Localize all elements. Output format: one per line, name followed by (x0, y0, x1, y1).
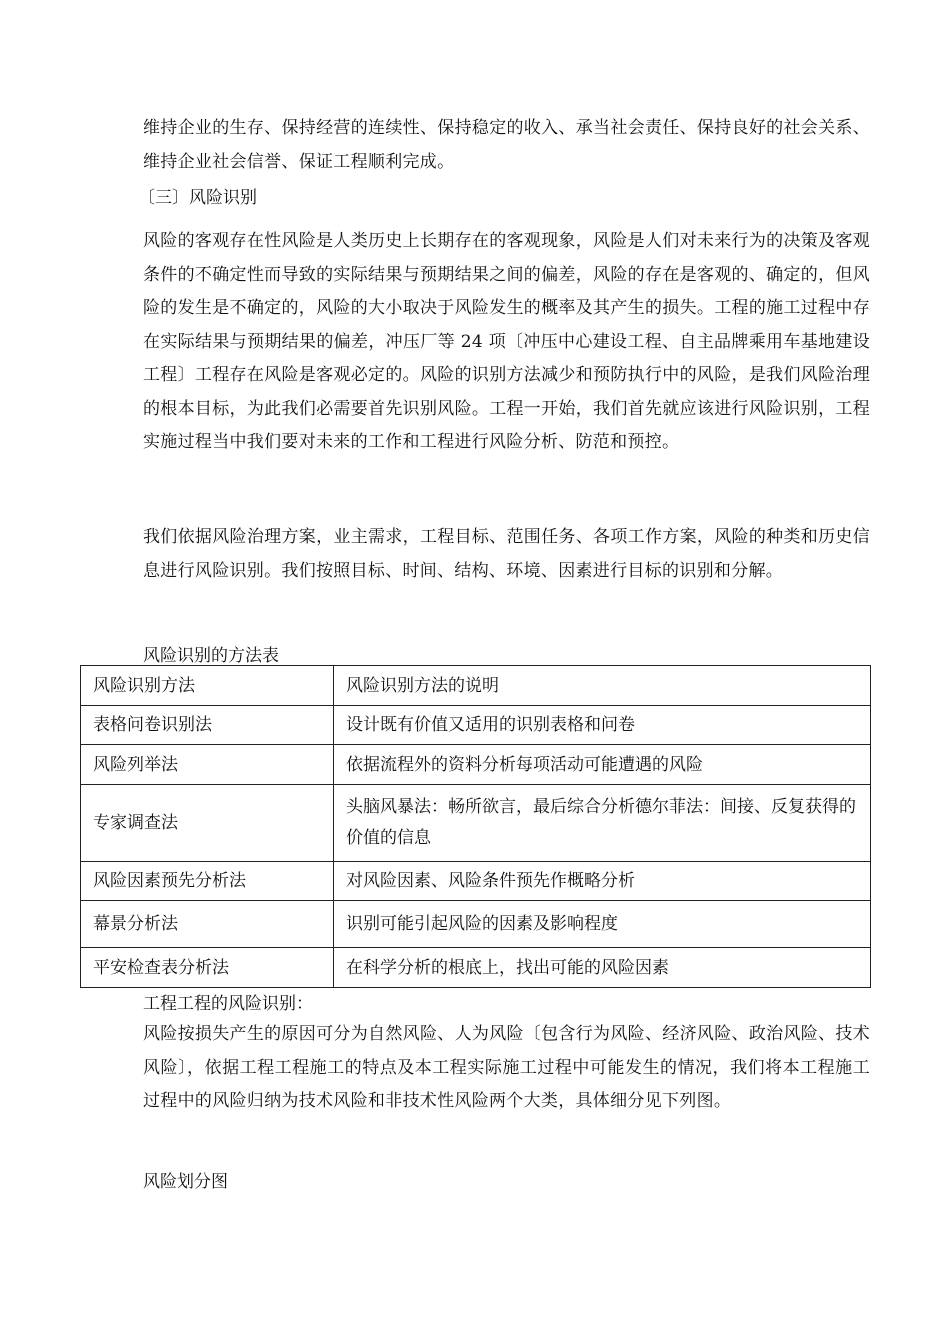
table-cell-method: 表格问卷识别法 (81, 706, 334, 745)
table-cell-method: 风险识别方法 (81, 666, 334, 706)
table-cell-method: 平安检查表分析法 (81, 948, 334, 988)
paragraph-objectives: 维持企业的生存、保持经营的连续性、保持稳定的收入、承当社会责任、保持良好的社会关系、维持企业社会信誉、保证工程顺利完成。 (143, 118, 870, 172)
figure-caption: 风险划分图 (143, 1172, 228, 1192)
table-cell-description: 风险识别方法的说明 (334, 666, 871, 706)
table-cell-description: 识别可能引起风险的因素及影响程度 (334, 901, 871, 948)
section-heading-risk-identification: 〔三〕风险识别 (138, 188, 257, 208)
table-cell-description: 设计既有价值又适用的识别表格和问卷 (334, 706, 871, 745)
subheading-project-risk-identification: 工程工程的风险识别： (143, 994, 313, 1014)
paragraph-risk-classification: 风险按损失产生的原因可分为自然风险、人为风险〔包含行为风险、经济风险、政治风险、技术风险〕，依据工程工程施工的特点及本工程实际施工过程中可能发生的情况，我们将本工程施工过程中的风险归纳为技术风险和非技术性风险两个大类，具体细分见下列图。 (143, 1024, 870, 1111)
table-caption: 风险识别的方法表 (143, 646, 279, 666)
table-cell-description: 对风险因素、风险条件预先作概略分析 (334, 862, 871, 901)
table-row (81, 901, 871, 948)
table-cell-description: 头脑风暴法：畅所欲言，最后综合分析德尔菲法：间接、反复获得的价值的信息 (334, 785, 871, 862)
table-cell-description: 依据流程外的资料分析每项活动可能遭遇的风险 (334, 745, 871, 785)
table-cell-description: 在科学分析的根底上，找出可能的风险因素 (334, 948, 871, 988)
paragraph-identification-basis: 我们依据风险治理方案，业主需求，工程目标、范围任务、各项工作方案，风险的种类和历史信息进行风险识别。我们按照目标、时间、结构、环境、因素进行目标的识别和分解。 (143, 527, 870, 581)
table-cell-method: 风险因素预先分析法 (81, 862, 334, 901)
table-row (81, 706, 871, 745)
table-row (81, 785, 871, 862)
table-cell-method: 风险列举法 (81, 745, 334, 785)
table-row (81, 862, 871, 901)
paragraph-risk-objectivity: 风险的客观存在性风险是人类历史上长期存在的客观现象，风险是人们对未来行为的决策及客观条件的不确定性而导致的实际结果与预期结果之间的偏差，风险的存在是客观的、确定的，但风险的发生是不确定的，风险的大小取决于风险发生的概率及其产生的损失。工程的施工过程中存在实际结果与预期结果的偏差，冲压厂等 24 项〔冲压中心建设工程、自主品牌乘用车基地建设工程〕工程存在风险是客观必定的。风险的识别方法减少和预防执行中的风险，是我们风险治理的根本目标，为此我们必需要首先识别风险。工程一开始，我们首先就应该进行风险识别，工程实施过程当中我们要对未来的工作和工程进行风险分析、防范和预控。 (143, 231, 870, 452)
table-cell-method: 幕景分析法 (81, 901, 334, 948)
table-row (81, 745, 871, 785)
table-row (81, 948, 871, 988)
table-row (81, 666, 871, 706)
table-cell-method: 专家调查法 (81, 785, 334, 862)
risk-identification-methods-table (80, 665, 871, 988)
